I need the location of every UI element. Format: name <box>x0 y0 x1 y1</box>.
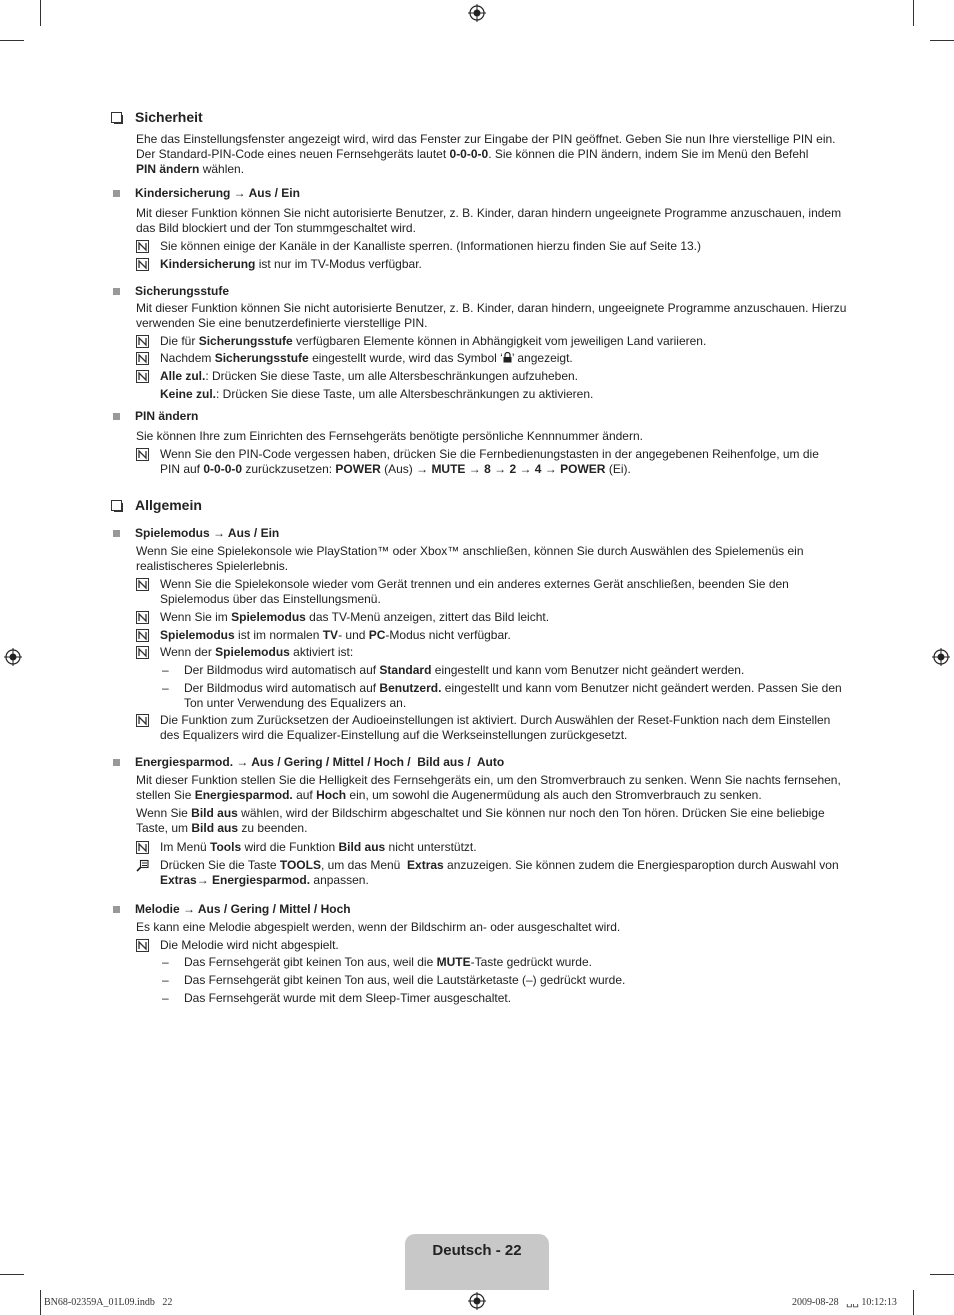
subheading-pin-aendern <box>113 409 198 424</box>
note-icon <box>136 370 149 383</box>
section-title: Sicherheit <box>135 109 203 125</box>
menu-term: Kindersicherung <box>160 257 256 271</box>
note-icon <box>136 352 149 365</box>
menu-term: Alle zul. <box>160 369 206 383</box>
paragraph: Es kann eine Melodie abgespielt werden, wenn der Bildschirm an- oder ausgeschaltet wird. <box>136 920 621 934</box>
menu-term: Sicherungsstufe <box>198 334 293 348</box>
dash-text: Das Fernsehgerät gibt keinen Ton aus, weil die Lautstärketaste (–) gedrückt wurde. <box>184 973 626 987</box>
crop-mark <box>0 40 24 41</box>
dash-bullet: – <box>162 973 169 987</box>
text: (Aus) → <box>380 462 432 476</box>
text: aktiviert ist: <box>289 645 354 659</box>
pin-code: 0-0-0-0 <box>449 147 489 161</box>
dash-bullet: – <box>162 663 169 677</box>
text: Wenn Sie den PIN-Code vergessen haben, drücken Sie die Fernbedienungstasten in der angegebenen Reihenfolge, um die <box>160 447 819 461</box>
menu-term: TV <box>322 628 339 642</box>
note <box>136 369 848 384</box>
text: auf <box>292 788 317 802</box>
note <box>136 351 848 366</box>
subheading-text: Energiesparmod. → Aus / Gering / Mittel / Hoch / Bild aus / Auto <box>135 755 505 769</box>
menu-term: Sicherungsstufe <box>214 351 309 365</box>
text: wählen, wird der Bildschirm abgeschaltet und Sie können nur noch den Ton hören. Drücken Sie eine beliebige Taste, um <box>136 806 825 835</box>
dash-item <box>160 681 848 711</box>
square-bullet-icon <box>113 288 120 295</box>
text: : Drücken Sie diese Taste, um alle Altersbeschränkungen zu aktivieren. <box>216 387 594 401</box>
note-icon <box>136 629 149 642</box>
subheading-text: PIN ändern <box>135 409 199 423</box>
menu-term: Benutzerd. <box>379 681 442 695</box>
registration-mark-icon <box>468 1292 486 1310</box>
subheading-melodie <box>113 902 351 917</box>
text: Die für <box>160 334 199 348</box>
note <box>136 628 848 643</box>
crop-mark <box>40 0 41 26</box>
section-title: Allgemein <box>135 497 202 513</box>
menu-term: Extras <box>407 858 444 872</box>
dash-item <box>160 991 848 1006</box>
menu-term: Standard <box>379 663 432 677</box>
key-name: POWER <box>560 462 606 476</box>
crop-mark <box>930 1274 954 1275</box>
text: das TV-Menü anzeigen, zittert das Bild leicht. <box>305 610 550 624</box>
text: verfügbaren Elemente können in Abhängigkeit vom jeweiligen Land variieren. <box>292 334 707 348</box>
key-name: TOOLS <box>279 858 321 872</box>
subheading-text: Kindersicherung → Aus / Ein <box>135 186 300 200</box>
note <box>136 447 848 477</box>
menu-term: Bild aus <box>191 821 239 835</box>
text: ein, um sowohl die Augenermüdung als auch den Stromverbrauch zu senken. <box>346 788 762 802</box>
dash-text <box>184 955 848 970</box>
crop-mark <box>40 1290 41 1315</box>
registration-mark-icon <box>932 648 950 666</box>
menu-term: Tools <box>210 840 242 854</box>
text: Ehe das Einstellungsfenster angezeigt wird, wird das Fenster zur Eingabe der PIN geöffnet. Geben Sie nun Ihre vierstellige PIN ein. <box>136 132 836 146</box>
page-number: Deutsch - 22 <box>432 1242 522 1259</box>
note-continuation <box>136 387 848 402</box>
text: Wenn Sie <box>136 806 192 820</box>
text: . Sie können die PIN ändern, indem Sie im Menü den Befehl <box>488 147 809 161</box>
subheading-sicherungsstufe <box>113 284 229 299</box>
note-text: Die Funktion zum Zurücksetzen der Audioeinstellungen ist aktiviert. Durch Auswählen der Reset-Funktion nach dem Einstellen des Equalizers wird die Equalizer-Einstellung auf die Werkseinstellungen zurückgesetzt. <box>160 713 831 742</box>
dash-item <box>160 663 848 678</box>
menu-term: Bild aus <box>338 840 386 854</box>
note-text <box>160 387 848 402</box>
paragraph <box>136 806 848 836</box>
dash-bullet: – <box>162 991 169 1005</box>
menu-term: Spielemodus <box>160 628 235 642</box>
text: Das Fernsehgerät gibt keinen Ton aus, weil die <box>184 955 437 969</box>
menu-path: Extras→ Energiesparmod. <box>160 873 311 887</box>
checkbox-bullet-icon <box>111 500 122 511</box>
note <box>136 938 848 953</box>
note-text: Die Melodie wird nicht abgespielt. <box>160 938 339 952</box>
crop-mark <box>0 1274 24 1275</box>
text: zurückzusetzen: <box>242 462 336 476</box>
note-text <box>160 628 848 643</box>
text: Drücken Sie die Taste <box>160 858 280 872</box>
note-icon <box>136 335 149 348</box>
note <box>136 257 848 272</box>
square-bullet-icon <box>113 530 120 537</box>
note <box>136 610 848 625</box>
dash-item <box>160 955 848 970</box>
note-text <box>160 645 848 660</box>
note <box>136 858 848 888</box>
key-sequence: → 8 → 2 → 4 → <box>465 462 561 476</box>
text: -Taste gedrückt wurde. <box>470 955 592 969</box>
note-text <box>160 257 848 272</box>
section-heading-allgemein <box>111 497 202 513</box>
imprint-right: 2009-08-28 ␣␣ 10:12:13 <box>792 1297 897 1308</box>
subheading-text: Spielemodus → Aus / Ein <box>135 526 280 540</box>
imprint-left: BN68-02359A_01L09.indb 22 <box>44 1297 173 1308</box>
subheading-text: Melodie → Aus / Gering / Mittel / Hoch <box>135 902 351 916</box>
dash-bullet: – <box>162 955 169 969</box>
note-icon <box>136 611 149 624</box>
text: ist nur im TV-Modus verfügbar. <box>255 257 422 271</box>
crop-mark <box>913 0 914 26</box>
paragraph <box>136 132 848 177</box>
note-icon <box>136 939 149 952</box>
note-icon <box>136 448 149 461</box>
dash-text <box>184 663 848 678</box>
note-icon <box>136 841 149 854</box>
dash-text <box>184 681 848 711</box>
checkbox-bullet-icon <box>111 112 122 123</box>
menu-term: Energiesparmod. <box>194 788 293 802</box>
note-icon <box>136 578 149 591</box>
note-icon <box>136 258 149 271</box>
text: eingestellt wurde, wird das Symbol ‘ <box>308 351 503 365</box>
text: zu beenden. <box>238 821 308 835</box>
section-heading-sicherheit <box>111 109 203 125</box>
dash-text: Das Fernsehgerät wurde mit dem Sleep-Timer ausgeschaltet. <box>184 991 512 1005</box>
note-icon <box>136 240 149 253</box>
text: nicht unterstützt. <box>385 840 477 854</box>
note <box>136 239 848 254</box>
text: ’ angezeigt. <box>511 351 573 365</box>
menu-term: PC <box>368 628 386 642</box>
key-name: MUTE <box>436 955 471 969</box>
paragraph: Mit dieser Funktion können Sie nicht autorisierte Benutzer, z. B. Kinder, daran hindern, ungeeignete Programme anzuschauen. Hierzu verwenden Sie eine benutzerdefinierte vierstellige PIN. <box>136 301 847 330</box>
subheading-text: Sicherungsstufe <box>135 284 230 298</box>
key-name: POWER <box>335 462 381 476</box>
note <box>136 577 848 607</box>
text: eingestellt und kann vom Benutzer nicht geändert werden. <box>431 663 745 677</box>
lock-icon <box>503 352 512 363</box>
text: wählen. <box>199 162 245 176</box>
crop-mark <box>930 40 954 41</box>
text: Im Menü <box>160 840 211 854</box>
text: , um das Menü <box>320 858 408 872</box>
text: anzuzeigen. Sie können zudem die Energiesparoption durch Auswahl von <box>443 858 839 872</box>
square-bullet-icon <box>113 413 120 420</box>
text: (Ei). <box>605 462 631 476</box>
subheading-kindersicherung <box>113 186 300 201</box>
dash-bullet: – <box>162 681 169 695</box>
note-text <box>160 610 848 625</box>
note-text <box>160 334 848 349</box>
square-bullet-icon <box>113 190 120 197</box>
crop-mark <box>913 1290 914 1315</box>
note-text <box>160 351 848 366</box>
text: Der Bildmodus wird automatisch auf <box>184 681 380 695</box>
note <box>136 713 848 743</box>
note <box>136 645 848 660</box>
text: Wenn der <box>160 645 216 659</box>
text: Der Standard-PIN-Code eines neuen Fernsehgeräts lautet <box>136 147 450 161</box>
note-text: Wenn Sie die Spielekonsole wieder vom Gerät trennen und ein anderes externes Gerät anschließen, beenden Sie den Spielemodus über das Einstellungsmenü. <box>160 577 789 606</box>
text: anpassen. <box>310 873 369 887</box>
text: Nachdem <box>160 351 215 365</box>
menu-term: Hoch <box>316 788 347 802</box>
registration-mark-icon <box>468 4 486 22</box>
note-icon <box>136 714 149 727</box>
text: Der Bildmodus wird automatisch auf <box>184 663 380 677</box>
text: : Drücken Sie diese Taste, um alle Altersbeschränkungen aufzuheben. <box>205 369 579 383</box>
page-number-tab <box>405 1234 549 1290</box>
text: - und <box>338 628 369 642</box>
dash-item <box>160 973 848 988</box>
menu-term: Bild aus <box>191 806 238 820</box>
menu-term: Keine zul. <box>160 387 217 401</box>
tools-remote-icon <box>136 859 149 872</box>
note-text <box>160 858 848 888</box>
key-name: MUTE <box>431 462 466 476</box>
note-text: Sie können einige der Kanäle in der Kanalliste sperren. (Informationen hierzu finden Sie auf Seite 13.) <box>160 239 702 253</box>
note-text <box>160 369 848 384</box>
paragraph: Mit dieser Funktion können Sie nicht autorisierte Benutzer, z. B. Kinder, daran hindern ungeeignete Programme anzuschauen, indem das Bild blockiert und der Ton stummgeschaltet wird. <box>136 206 842 235</box>
menu-term: Spielemodus <box>231 610 306 624</box>
square-bullet-icon <box>113 759 120 766</box>
text: -Modus nicht verfügbar. <box>385 628 511 642</box>
note-text <box>160 840 848 855</box>
subheading-spielemodus <box>113 526 279 541</box>
subheading-energiesparmod <box>113 755 504 770</box>
note-text <box>160 447 848 477</box>
paragraph: Wenn Sie eine Spielekonsole wie PlayStation™ oder Xbox™ anschließen, können Sie durch Auswählen des Spielemenüs ein realistischeres Spielerlebnis. <box>136 544 804 573</box>
text: PIN auf <box>160 462 204 476</box>
text: ist im normalen <box>234 628 323 642</box>
note-icon <box>136 646 149 659</box>
note <box>136 840 848 855</box>
note <box>136 334 848 349</box>
text: wird die Funktion <box>241 840 339 854</box>
text: eingestellt und kann vom Benutzer nicht geändert werden. Passen Sie den Ton unter Verwendung des Equalizers an. <box>184 681 842 710</box>
registration-mark-icon <box>4 648 22 666</box>
text: Mit dieser Funktion stellen Sie die Helligkeit des Fernsehgeräts ein, um den Stromverbrauch zu senken. Wenn Sie nachts fernsehen, stellen Sie <box>136 773 841 802</box>
menu-term: Spielemodus <box>215 645 290 659</box>
paragraph <box>136 773 848 803</box>
square-bullet-icon <box>113 906 120 913</box>
text: Wenn Sie im <box>160 610 232 624</box>
paragraph: Sie können Ihre zum Einrichten des Fernsehgeräts benötigte persönliche Kennnummer ändern. <box>136 429 643 443</box>
menu-term: PIN ändern <box>136 162 200 176</box>
pin-code: 0-0-0-0 <box>203 462 243 476</box>
